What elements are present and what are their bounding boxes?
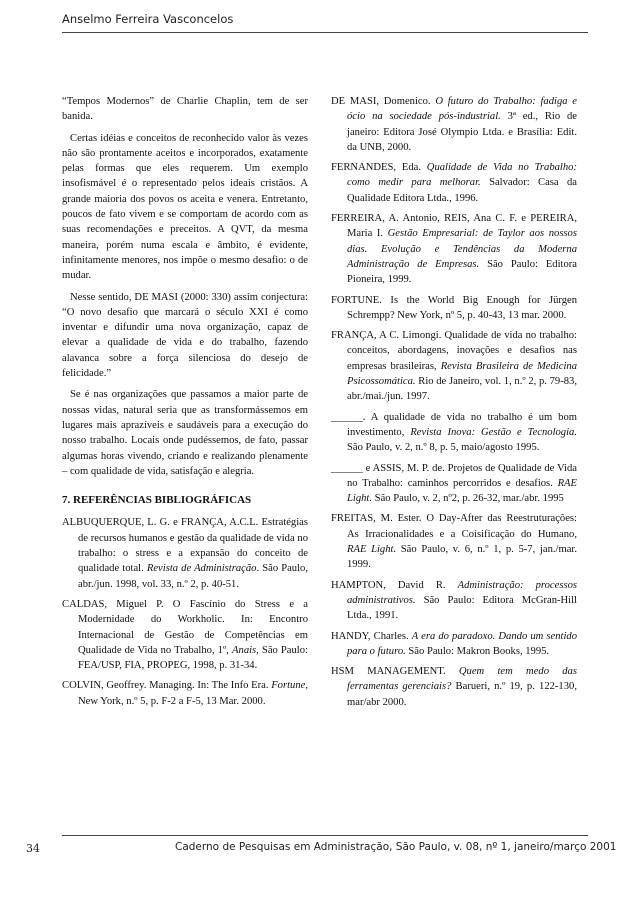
- body-paragraph: Nesse sentido, DE MASI (2000: 330) assim conjectura: “O novo desafio que marcará o século XXI é como inventar e difundir uma nova organização, capaz de elevar a qualidade de vida e do trabalho, fazendo alavanca sobre a força silenciosa do desejo de felicidade.”: [62, 291, 308, 380]
- reference-text: COLVIN, Geoffrey. Managing. In: The Info Era.: [62, 680, 272, 692]
- reference-title: Revista de Administração: [146, 563, 257, 575]
- reference-text: São Paulo, v. 6, n.º 1, p. 5-7, jan./mar. 1999.: [347, 544, 577, 571]
- reference-text: Rio de Janeiro, vol. 1, n.º 2, p. 79-83, abr./mai./jun. 1997.: [347, 376, 577, 403]
- reference-entry: [331, 328, 577, 404]
- reference-title: Fortune: [271, 680, 306, 692]
- reference-title: O futuro do Trabalho: fadiga e ócio na sociedade pós-industrial.: [347, 96, 578, 123]
- right-column: [331, 94, 577, 715]
- reference-text: FREITAS, M. Ester. O Day-After das Reestruturações: As Irracionalidades e a Coisificação do Humano,: [331, 513, 577, 540]
- reference-entry: [331, 511, 577, 572]
- reference-text: São Paulo: FEA/USP, FIA, PROPEG, 1998, p. 31-34.: [78, 644, 308, 672]
- reference-text: São Paulo: Editora Pioneira, 1999.: [347, 258, 577, 286]
- reference-text: São Paulo: Editora McGran-Hill Ltda., 1991.: [347, 594, 577, 622]
- reference-text: FERREIRA, A. Antonio, REIS, Ana C. F. e PEREIRA, Maria I.: [331, 213, 577, 240]
- reference-title: Revista Inova: Gestão e Tecnologia.: [410, 426, 577, 438]
- reference-text: ______. A qualidade de vida no trabalho é um bom investimento,: [331, 411, 577, 438]
- reference-text: São Paulo: Makron Books, 1995.: [405, 645, 550, 657]
- reference-text: Salvador: Casa da Qualidade Editora Ltda., 1996.: [347, 177, 578, 204]
- reference-text: , New York, n.º 5, p. F-2 a F-5, 13 Mar. 2000.: [78, 680, 308, 707]
- reference-entry: [62, 678, 308, 709]
- reference-title: Qualidade de Vida no Trabalho: como medir para melhorar.: [347, 162, 577, 189]
- reference-title: A era do paradoxo. Dando um sentido para o futuro.: [347, 630, 577, 657]
- reference-text: Barueri, n.º 19, p. 122-130, mar/abr 2000.: [347, 681, 577, 708]
- reference-text: FERNANDES, Eda.: [331, 162, 427, 174]
- reference-text: . São Paulo, abr./jun. 1998, vol. 33, n.º 2, p. 40-51.: [78, 563, 308, 590]
- reference-text: CALDAS, Miguel P. O Fascínio do Stress e a Modernidade do Workholic. In: Encontro Internacional de Gestão de Competências em Qualidade de Vida no Trabalho, 1º,: [62, 598, 308, 656]
- reference-text: 3ª ed., Rio de janeiro: Editora José Olympio Ltda. e Brasília: Edit. da UNB, 2000.: [347, 111, 577, 153]
- reference-title: Quem tem medo das ferramentas gerenciais?: [347, 666, 577, 693]
- reference-title: RAE Light.: [347, 544, 397, 556]
- reference-entry: [331, 578, 577, 624]
- section-title-references: 7. REFERÊNCIAS BIBLIOGRÁFICAS: [62, 494, 252, 507]
- reference-entry: [331, 664, 577, 710]
- reference-entry: [331, 160, 577, 206]
- reference-entry: [331, 293, 577, 324]
- reference-title: Gestão Empresarial: de Taylor aos nossos dias. Evolução e Tendências da Moderna Administração de Empresas.: [347, 228, 577, 270]
- reference-text: ______ e ASSIS, M. P. de. Projetos de Qualidade de Vida no Trabalho: caminhos percorridos e desafios.: [331, 462, 577, 489]
- reference-entry: [62, 515, 308, 591]
- reference-text: FRANÇA, A C. Limongi. Qualidade de vida no trabalho: conceitos, abordagens, inovações e desafios nas empresas brasileiras,: [331, 330, 577, 372]
- reference-text: HAMPTON, David R.: [331, 579, 458, 591]
- reference-entry: [331, 94, 577, 155]
- footer-rule: [62, 835, 588, 836]
- reference-text: HSM MANAGEMENT.: [331, 666, 459, 678]
- page-number: 34: [26, 842, 40, 855]
- reference-entry: [331, 211, 577, 287]
- body-paragraph: “Tempos Modernos” de Charlie Chaplin, tem de ser banida.: [62, 96, 308, 123]
- footer-journal-citation: Caderno de Pesquisas em Administração, São Paulo, v. 08, nº 1, janeiro/março 2001: [175, 841, 617, 853]
- reference-text: HANDY, Charles.: [331, 630, 412, 642]
- left-column: [62, 94, 308, 714]
- reference-title: RAE Light.: [347, 477, 577, 505]
- reference-title: Anais,: [232, 644, 259, 656]
- running-header-author: Anselmo Ferreira Vasconcelos: [62, 12, 234, 26]
- reference-text: ALBUQUERQUE, L. G. e FRANÇA, A.C.L. Estratégias de recursos humanos e gestão da qualidade de vida no trabalho: o stress e a expansão do conceito de qualidade total.: [62, 517, 308, 575]
- reference-text: São Paulo, v. 2, nº2, p. 26-32, mar./abr. 1995: [372, 493, 564, 505]
- reference-title: Administração: processos administrativos.: [347, 579, 578, 606]
- reference-text: São Paulo, v. 2, n.º 8, p. 5, maio/agosto 1995.: [347, 442, 540, 454]
- reference-text: DE MASI, Domenico.: [331, 96, 436, 107]
- header-rule: [62, 32, 588, 33]
- reference-entry: [331, 410, 577, 456]
- reference-title: Revista Brasileira de Medicina Psicossomática.: [347, 360, 577, 388]
- reference-entry: [331, 629, 577, 660]
- reference-entry: [62, 597, 308, 673]
- reference-text: FORTUNE. Is the World Big Enough for Jürgen Schrempp? New York, nº 5, p. 40-43, 13 mar. 2000.: [331, 294, 577, 321]
- body-paragraph: Se é nas organizações que passamos a maior parte de nossas vidas, natural seria que as transformássemos em lugares mais aprazíveis e saudáveis para a execução do nosso trabalho. Locais onde pudéssemos, de fato, passar algumas horas vivendo, criando e realizando plenamente – com qualidade de vida, satisfação e alegria.: [62, 389, 308, 477]
- reference-entry: [331, 461, 577, 507]
- body-paragraph: Certas idéias e conceitos de reconhecido valor às vezes não são prontamente aceitos e incorporados, exatamente pelas formas que eles requerem. Um exemplo insofismável é o representado pelos ideais cristãos. A grande maioria dos povos os aceita e venera. Entretanto, poucos de fato vivem e se comportam de acordo com as suas recomendações e preceitos. A QVT, da mesma maneira, porém numa escala e âmbito, é evidente, infinitamente menores, nos impõe o mesmo desafio: o de mudar.: [62, 132, 308, 282]
